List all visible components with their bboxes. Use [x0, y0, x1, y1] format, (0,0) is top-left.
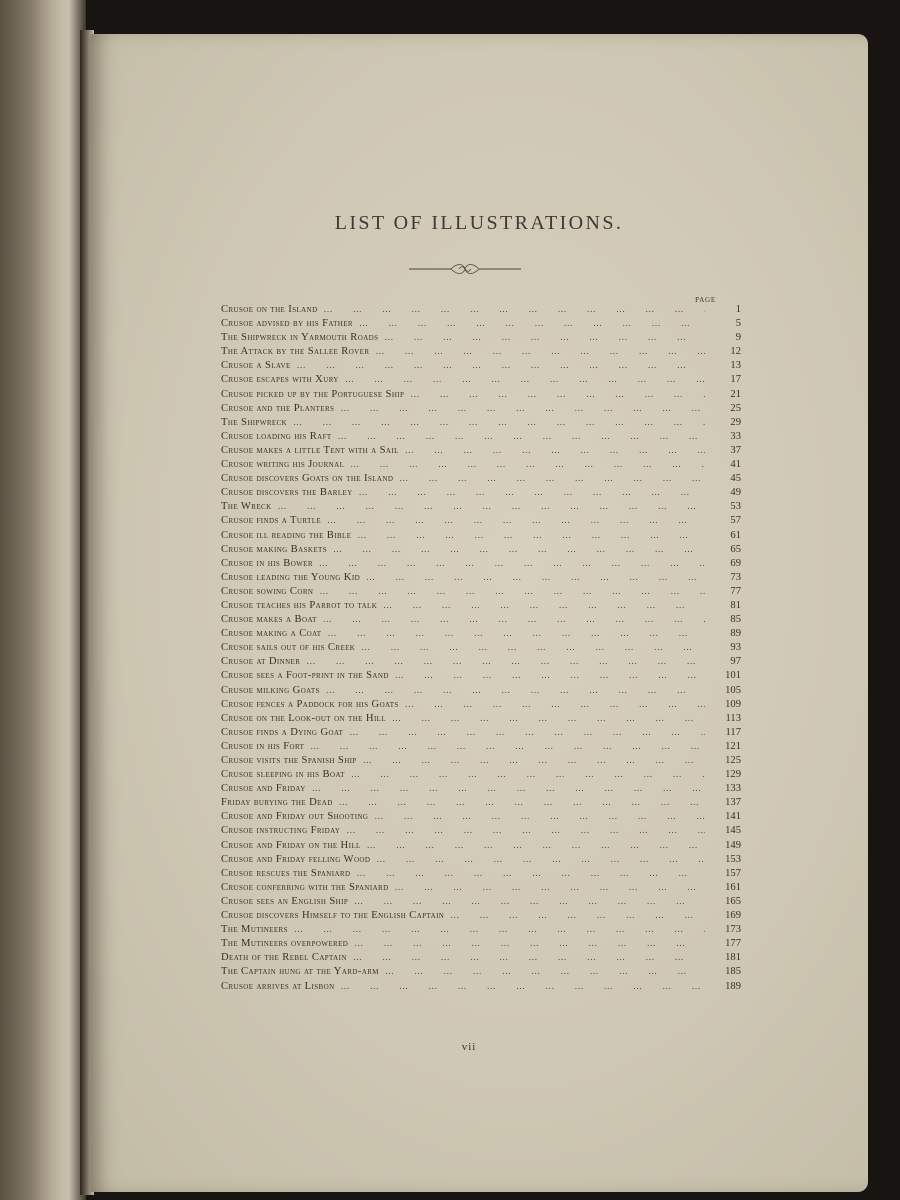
- illustration-title: Crusoe loading his Raft: [221, 430, 332, 442]
- illustration-page-number: 37: [730, 444, 741, 456]
- list-item: [221, 741, 741, 755]
- illustration-title: Crusoe at Dinner: [221, 656, 301, 668]
- illustration-page-number: 161: [725, 881, 741, 893]
- illustration-page-number: 177: [725, 938, 741, 950]
- illustration-title: Crusoe sees an English Ship: [221, 895, 349, 907]
- dot-leader: [319, 586, 705, 596]
- illustration-title: Crusoe finds a Dying Goat: [221, 726, 344, 738]
- illustration-title: Crusoe arrives at Lisbon: [221, 980, 335, 992]
- list-item: [221, 783, 741, 797]
- list-item: [221, 417, 741, 431]
- list-item: [221, 952, 741, 966]
- illustration-title: Crusoe finds a Turtle: [221, 515, 322, 527]
- illustration-title: Crusoe discovers the Barley: [221, 487, 353, 499]
- illustration-page-number: 125: [725, 755, 741, 766]
- illustration-title: Crusoe and Friday felling Wood: [221, 853, 371, 865]
- illustration-title: The Mutineers overpowered: [221, 938, 349, 950]
- illustration-title: Crusoe sleeping in his Boat: [221, 769, 345, 781]
- dot-leader: [405, 699, 705, 709]
- illustration-page-number: 41: [730, 459, 741, 471]
- dot-leader: [405, 445, 705, 455]
- dot-leader: [359, 318, 705, 328]
- list-item: [221, 755, 741, 769]
- dot-leader: [323, 614, 705, 624]
- list-item: [221, 389, 741, 403]
- list-item: [221, 840, 741, 854]
- illustration-title: Crusoe on the Island: [221, 304, 318, 315]
- list-item: [221, 487, 741, 501]
- illustration-page-number: 69: [730, 557, 741, 569]
- illustration-page-number: 1: [735, 304, 741, 315]
- illustration-title: Crusoe milking Goats: [221, 684, 320, 696]
- dot-leader: [349, 727, 705, 737]
- dot-leader: [392, 713, 705, 723]
- illustration-title: Crusoe and the Planters: [221, 402, 335, 414]
- illustration-page-number: 97: [730, 656, 741, 668]
- illustration-page-number: 149: [725, 839, 741, 851]
- illustration-title: Crusoe conferring with the Spaniard: [221, 881, 389, 893]
- dot-leader: [385, 966, 705, 976]
- illustration-page-number: 17: [730, 374, 741, 386]
- illustration-page-number: 157: [725, 867, 741, 879]
- dot-leader: [384, 332, 705, 342]
- list-item: [221, 530, 741, 544]
- list-item: [221, 656, 741, 670]
- dot-leader: [345, 374, 705, 384]
- illustration-title: Crusoe makes a little Tent with a Sail: [221, 444, 399, 456]
- dot-leader: [374, 811, 705, 821]
- illustration-title: Crusoe discovers Goats on the Island: [221, 473, 394, 485]
- list-item: [221, 459, 741, 473]
- list-item: [221, 360, 741, 374]
- list-item: [221, 727, 741, 741]
- illustration-title: Crusoe teaches his Parrot to talk: [221, 599, 378, 611]
- illustration-page-number: 117: [725, 726, 741, 738]
- dot-leader: [357, 530, 705, 540]
- dot-leader: [327, 628, 705, 638]
- illustration-page-number: 61: [730, 529, 741, 541]
- illustration-page-number: 129: [725, 769, 741, 781]
- illustration-title: Crusoe in his Bower: [221, 557, 313, 569]
- illustration-page-number: 77: [730, 585, 741, 597]
- list-item: [221, 544, 741, 558]
- dot-leader: [310, 741, 705, 751]
- dot-leader: [450, 910, 705, 920]
- list-item: [221, 924, 741, 938]
- illustration-page-number: 33: [730, 430, 741, 442]
- list-item: [221, 938, 741, 952]
- illustration-page-number: 65: [730, 543, 741, 555]
- dot-leader: [354, 896, 705, 906]
- list-item: [221, 628, 741, 642]
- illustration-title: Crusoe on the Look-out on the Hill: [221, 712, 387, 724]
- illustration-title: The Attack by the Sallee Rover: [221, 346, 370, 358]
- list-item: [221, 473, 741, 487]
- dot-leader: [366, 572, 705, 582]
- illustration-title: Crusoe and Friday: [221, 783, 306, 795]
- illustration-page-number: 12: [730, 346, 741, 358]
- dot-leader: [353, 952, 705, 962]
- list-item: [221, 910, 741, 924]
- illustration-page-number: 105: [725, 684, 741, 696]
- illustration-title: Crusoe ill reading the Bible: [221, 529, 352, 541]
- illustration-title: The Shipwreck: [221, 416, 288, 428]
- dot-leader: [399, 473, 705, 483]
- dot-leader: [306, 656, 705, 666]
- illustration-title: The Wreck: [221, 501, 272, 513]
- list-item: [221, 614, 741, 628]
- list-item: [221, 304, 741, 318]
- list-item: [221, 713, 741, 727]
- dot-leader: [341, 981, 705, 991]
- illustration-title: Crusoe making a Coat: [221, 628, 322, 640]
- title-ornament: [407, 261, 523, 277]
- list-item: [221, 642, 741, 656]
- list-item: [221, 332, 741, 346]
- dot-leader: [333, 544, 705, 554]
- illustration-title: Crusoe a Slave: [221, 360, 291, 372]
- illustrations-list: [221, 304, 741, 995]
- illustration-title: Crusoe escapes with Xury: [221, 374, 339, 386]
- illustration-page-number: 137: [725, 797, 741, 809]
- illustration-title: Crusoe visits the Spanish Ship: [221, 755, 357, 766]
- illustration-page-number: 85: [730, 614, 741, 626]
- list-item: [221, 431, 741, 445]
- dot-leader: [375, 346, 705, 356]
- illustration-page-number: 29: [730, 416, 741, 428]
- illustration-page-number: 45: [730, 473, 741, 485]
- illustration-title: Friday burying the Dead: [221, 797, 333, 809]
- illustration-page-number: 113: [725, 712, 741, 724]
- page-title: LIST OF ILLUSTRATIONS.: [334, 212, 624, 234]
- dot-leader: [367, 840, 705, 850]
- list-item: [221, 374, 741, 388]
- illustration-page-number: 181: [725, 952, 741, 964]
- illustration-title: Crusoe makes a Boat: [221, 614, 317, 626]
- illustration-page-number: 13: [730, 360, 741, 372]
- illustration-title: Death of the Rebel Captain: [221, 952, 347, 964]
- illustration-page-number: 169: [725, 910, 741, 922]
- illustration-title: Crusoe and Friday out Shooting: [221, 811, 369, 823]
- list-item: [221, 501, 741, 515]
- dot-leader: [324, 304, 705, 314]
- dot-leader: [312, 783, 705, 793]
- illustration-page-number: 185: [725, 966, 741, 978]
- dot-leader: [395, 882, 705, 892]
- list-item: [221, 896, 741, 910]
- illustration-page-number: 89: [730, 628, 741, 640]
- illustration-page-number: 109: [725, 698, 741, 710]
- illustration-title: Crusoe advised by his Father: [221, 318, 353, 330]
- dot-leader: [294, 924, 705, 934]
- illustration-page-number: 9: [735, 332, 741, 344]
- illustration-title: Crusoe and Friday on the Hill: [221, 839, 361, 851]
- list-item: [221, 825, 741, 839]
- dot-leader: [278, 501, 705, 511]
- illustration-title: The Mutineers: [221, 924, 288, 936]
- dot-leader: [340, 403, 705, 413]
- illustration-page-number: 189: [725, 980, 741, 992]
- illustration-page-number: 133: [725, 783, 741, 795]
- illustration-title: Crusoe picked up by the Portuguese Ship: [221, 388, 405, 400]
- dot-leader: [297, 360, 705, 370]
- illustration-page-number: 73: [730, 571, 741, 583]
- dot-leader: [395, 670, 705, 680]
- list-item: [221, 346, 741, 360]
- illustration-title: The Captain hung at the Yard-arm: [221, 966, 379, 978]
- illustration-page-number: 121: [725, 740, 741, 752]
- list-item: [221, 797, 741, 811]
- illustration-page-number: 81: [730, 599, 741, 611]
- list-item: [221, 670, 741, 684]
- dot-leader: [350, 459, 705, 469]
- dot-leader: [359, 487, 705, 497]
- illustration-title: Crusoe rescues the Spaniard: [221, 867, 351, 879]
- list-item: [221, 318, 741, 332]
- page-column-label: PAGE: [695, 296, 716, 304]
- illustration-title: Crusoe sowing Corn: [221, 585, 314, 597]
- list-item: [221, 769, 741, 783]
- dot-leader: [356, 868, 705, 878]
- illustration-page-number: 21: [730, 388, 741, 400]
- dot-leader: [376, 854, 705, 864]
- list-item: [221, 699, 741, 713]
- illustration-title: Crusoe leading the Young Kid: [221, 571, 361, 583]
- illustration-title: Crusoe sees a Foot-print in the Sand: [221, 670, 389, 682]
- list-item: [221, 854, 741, 868]
- illustration-title: Crusoe discovers Himself to the English Captain: [221, 910, 445, 922]
- list-item: [221, 600, 741, 614]
- dot-leader: [339, 797, 705, 807]
- illustration-page-number: 5: [735, 318, 741, 330]
- dot-leader: [327, 515, 705, 525]
- illustration-title: Crusoe making Baskets: [221, 543, 328, 555]
- illustration-page-number: 53: [730, 501, 741, 513]
- dot-leader: [293, 417, 705, 427]
- list-item: [221, 515, 741, 529]
- dot-leader: [354, 938, 705, 948]
- dot-leader: [351, 769, 705, 779]
- illustration-title: Crusoe instructing Friday: [221, 825, 341, 837]
- list-item: [221, 685, 741, 699]
- dot-leader: [338, 431, 705, 441]
- illustration-page-number: 49: [730, 487, 741, 499]
- dot-leader: [363, 755, 705, 765]
- list-item: [221, 586, 741, 600]
- illustration-title: The Shipwreck in Yarmouth Roads: [221, 332, 379, 344]
- page-number: vii: [461, 1041, 477, 1053]
- list-item: [221, 811, 741, 825]
- illustration-page-number: 173: [725, 924, 741, 936]
- illustration-page-number: 101: [725, 670, 741, 682]
- dot-leader: [346, 825, 705, 835]
- illustration-title: Crusoe fences a Paddock for his Goats: [221, 698, 399, 710]
- illustration-page-number: 165: [725, 895, 741, 907]
- illustration-title: Crusoe writing his Journal: [221, 459, 345, 471]
- list-item: [221, 882, 741, 896]
- list-item: [221, 981, 741, 995]
- book-page: [90, 34, 868, 1192]
- illustration-page-number: 141: [725, 811, 741, 823]
- dot-leader: [361, 642, 705, 652]
- illustration-page-number: 93: [730, 642, 741, 654]
- list-item: [221, 572, 741, 586]
- list-item: [221, 966, 741, 980]
- list-item: [221, 403, 741, 417]
- illustration-page-number: 57: [730, 515, 741, 527]
- illustration-title: Crusoe in his Fort: [221, 740, 305, 752]
- illustration-page-number: 153: [725, 853, 741, 865]
- illustration-title: Crusoe sails out of his Creek: [221, 642, 356, 654]
- dot-leader: [383, 600, 705, 610]
- list-item: [221, 445, 741, 459]
- illustration-page-number: 145: [725, 825, 741, 837]
- dot-leader: [410, 389, 705, 399]
- facing-page-edge: [0, 0, 86, 1200]
- illustration-page-number: 25: [730, 402, 741, 414]
- list-item: [221, 868, 741, 882]
- dot-leader: [319, 558, 705, 568]
- list-item: [221, 558, 741, 572]
- dot-leader: [326, 685, 705, 695]
